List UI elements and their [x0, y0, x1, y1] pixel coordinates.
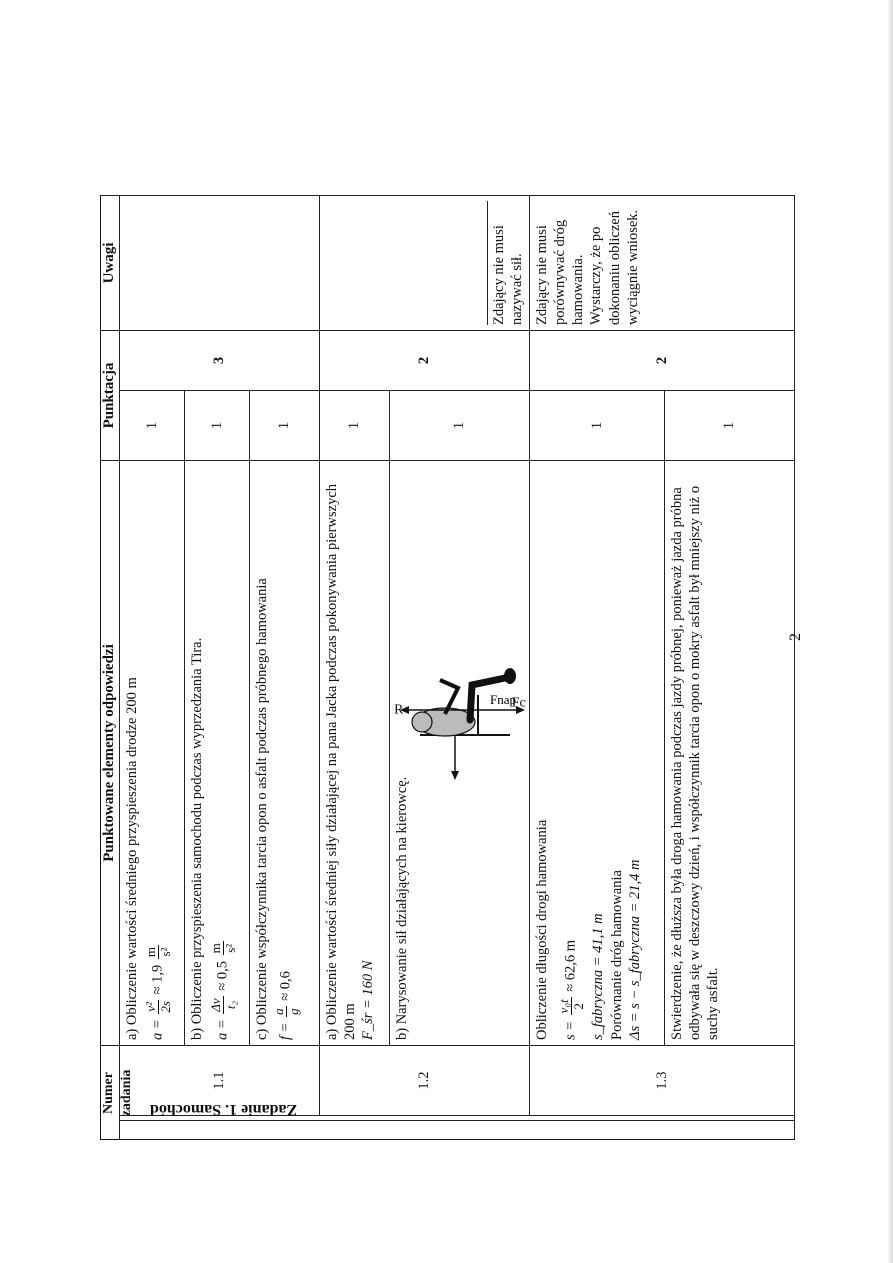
r1-3a-text: Obliczenie długości drogi hamowania: [534, 819, 550, 1040]
sum-1-3: 2: [530, 330, 795, 390]
row-1-3b: Stwierdzenie, że dłuższa była droga hamowania podczas jazdy próbnej, ponieważ jazda próbna odbywała się w deszczowy dzień, i współczynnik tarcia opon o mokry asfalt był mniejszy niż o suchy asfalt.: [665, 460, 795, 1045]
r1-1c-text: c) Obliczenie współczynnika tarcia opon o asfalt podczas próbnego hamowania: [254, 578, 270, 1040]
row-1-1b: [185, 460, 250, 1045]
uwagi-1-2-text: Zdający nie musi nazywać sił.: [487, 201, 526, 325]
header-punktacja: Punktacja: [100, 330, 120, 460]
row-1-1c: [250, 460, 320, 1045]
uwagi-1-3: Zdający nie musi porównywać dróg hamowania. Wystarczy, że po dokonaniu obliczeń wyciągnie wniosek.: [530, 195, 795, 330]
r1-1b-text: b) Obliczenie przyspieszenia samochodu podczas wyprzedzania Tira.: [189, 637, 205, 1040]
points-1-1c: 1: [250, 390, 320, 460]
arrow-left: [451, 771, 459, 780]
task-1-2: 1.2: [320, 1045, 530, 1115]
row-1-3a: [530, 460, 665, 1045]
fig-label-R: R: [394, 702, 404, 718]
row-1-2a: [320, 460, 390, 1045]
points-1-1b: 1: [185, 390, 250, 460]
r1-1a-text: a) Obliczenie wartości średniego przyspieszenia drodze 200 m: [124, 677, 140, 1040]
points-1-3a: 1: [530, 390, 665, 460]
driver-foot: [504, 668, 516, 684]
header-uwagi: Uwagi: [100, 195, 120, 330]
fig-label-Fc: Fc: [511, 695, 526, 711]
r1-1a-formula: a = v² 2s ≈ 1,9 m s²: [143, 946, 173, 1040]
r1-2b-text: b) Narysowanie sił działających na kierowcę.: [394, 776, 410, 1040]
uwagi-1-2: [320, 195, 530, 330]
sum-1-1: 3: [120, 330, 320, 390]
r1-3a-fab: s_fabryczna = 41,1 m: [590, 913, 607, 1040]
row-1-1a: [120, 460, 185, 1045]
task-1-3: 1.3: [530, 1045, 795, 1115]
zadanie-title-cell: [120, 1115, 795, 1140]
r1-2a-text: a) Obliczenie wartości średniej siły działającej na pana Jacka podczas pokonywania pierwszych 200 m: [324, 484, 359, 1040]
row-1-2b: [390, 460, 530, 1045]
task-1-1: 1.1: [120, 1045, 320, 1115]
r1-1b-formula: a = Δv t₂ ≈ 0,5 m s²: [208, 943, 238, 1040]
r1-2a-formula: F_śr = 160 N: [360, 960, 377, 1040]
r1-3a-compare: Porównanie dróg hamowania: [608, 870, 625, 1040]
driver-head: [412, 712, 432, 732]
page-number: 2: [787, 633, 804, 641]
r1-3a-formula: s = v₀t 2 ≈ 62,6 m: [556, 939, 586, 1040]
points-1-3b: 1: [665, 390, 795, 460]
sum-1-2: 2: [320, 330, 530, 390]
header-punktowane: Punktowane elementy odpowiedzi: [100, 460, 120, 1045]
header-numer: Numer zadania: [100, 1045, 120, 1140]
zadanie-title: Zadanie 1. Samochód: [150, 1101, 298, 1118]
r1-1c-formula: f = a g ≈ 0,6: [271, 971, 301, 1040]
r1-3a-delta: Δs = s − s_fabryczna = 21,4 m: [626, 859, 643, 1040]
rotated-table-wrapper: [100, 195, 795, 1140]
points-1-2a: 1: [320, 390, 390, 460]
points-1-2b: 1: [390, 390, 530, 460]
label-Fnap: Fnap: [490, 692, 516, 707]
driver-forces-figure: [400, 630, 525, 780]
answer-key-table: [100, 195, 795, 1140]
uwagi-1-1: [120, 195, 320, 330]
points-1-1a: 1: [120, 390, 185, 460]
scan-edge: [887, 0, 893, 1263]
